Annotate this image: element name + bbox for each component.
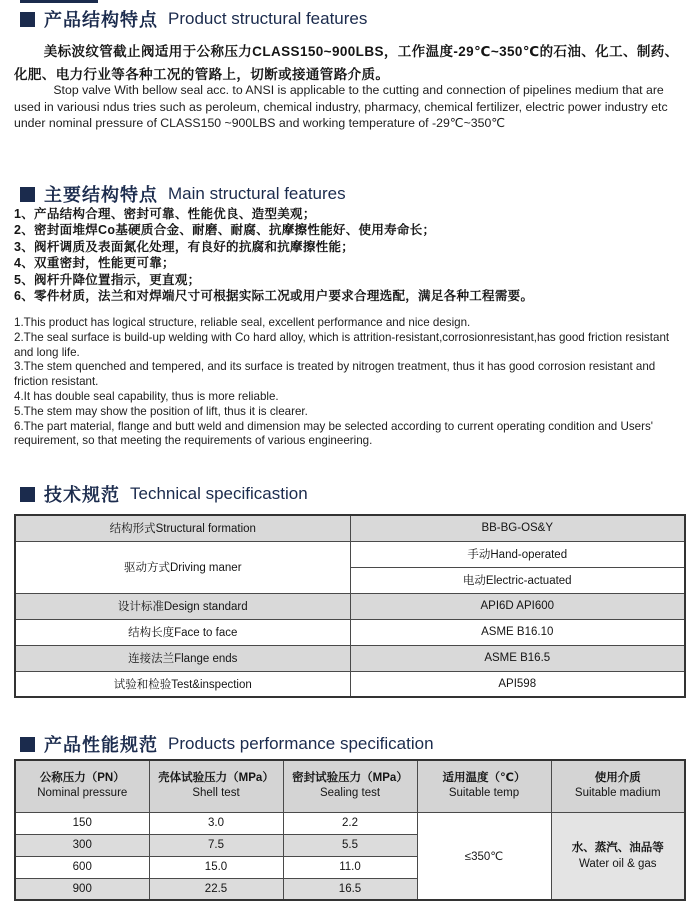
feature-item-cn: 4、双重密封，性能更可靠； bbox=[14, 256, 175, 271]
medium-cn: 水、蒸汽、油品等 bbox=[571, 841, 664, 854]
spec-value-cell: ASME B16.5 bbox=[350, 645, 685, 671]
column-header-en: Sealing test bbox=[319, 787, 381, 800]
section-title-cn: 产品性能规范 bbox=[44, 735, 158, 755]
spec-value-cell: 手动Hand-operated bbox=[350, 541, 685, 567]
shell-test-cell: 15.0 bbox=[149, 856, 283, 878]
main-features-list-en bbox=[14, 316, 690, 449]
feature-item-cn: 2、密封面堆焊Co基硬质合金、耐磨、耐腐、抗摩擦性能好、使用寿命长； bbox=[14, 223, 436, 238]
spec-label-cell: 设计标准Design standard bbox=[15, 593, 350, 619]
section-title-en: Technical specificastion bbox=[130, 484, 308, 503]
feature-item-en: 4.It has double seal capability, thus is more reliable. bbox=[14, 389, 279, 403]
section-square-icon bbox=[20, 187, 35, 202]
feature-item-en: 3.The stem quenched and tempered, and its surface is treated by nitrogen treatment, thus it has good corrosion resistant and friction resistant. bbox=[14, 360, 656, 389]
column-header-cn: 使用介质 bbox=[594, 772, 641, 785]
table-header-row bbox=[15, 760, 685, 812]
table-row bbox=[15, 541, 685, 567]
spec-value-cell: BB-BG-OS&Y bbox=[350, 515, 685, 541]
column-header-en: Suitable temp bbox=[448, 787, 520, 800]
suitable-temp-cell: ≤350℃ bbox=[417, 812, 551, 900]
section-heading-product-structural bbox=[20, 6, 367, 32]
table-row bbox=[15, 593, 685, 619]
section-heading-technical bbox=[20, 481, 308, 507]
table-row bbox=[15, 812, 685, 834]
spec-label-cell: 试验和检验Test&inspection bbox=[15, 671, 350, 697]
spec-label-cell: 结构形式Structural formation bbox=[15, 515, 350, 541]
spec-value-cell: API6D API600 bbox=[350, 593, 685, 619]
spec-value-cell: 电动Electric-actuated bbox=[350, 567, 685, 593]
section-title-cn: 产品结构特点 bbox=[44, 10, 158, 30]
sealing-test-cell: 5.5 bbox=[283, 834, 417, 856]
feature-item-cn: 5、阀杆升降位置指示，更直观； bbox=[14, 272, 201, 287]
table-row bbox=[15, 619, 685, 645]
medium-en: Water oil & gas bbox=[578, 857, 657, 870]
section-heading-performance bbox=[20, 731, 434, 757]
table-row bbox=[15, 515, 685, 541]
product-intro-paragraph-en: Stop valve With bellow seal acc. to ANSI is applicable to the cutting and connection of pipelines medium that are used in variousi ndus tries such as peroleum, chemical industry, pharmacy, chemical fertilizer, electric power industry etc under nominal pressure of CLASS150 ~900LBS and working temperature of -29℃~350℃ bbox=[14, 83, 668, 130]
feature-item-en: 2.The seal surface is build-up welding with Co hard alloy, which is attrition-resistant,corrosionresistant,has good friction resistant and long life. bbox=[14, 330, 670, 359]
section-title-cn: 技术规范 bbox=[44, 485, 120, 505]
table-row bbox=[15, 671, 685, 697]
performance-table bbox=[14, 759, 686, 901]
main-features-list-cn bbox=[14, 206, 686, 304]
spec-label-cell: 结构长度Face to face bbox=[15, 619, 350, 645]
feature-item-en: 1.This product has logical structure, reliable seal, excellent performance and nice design. bbox=[14, 316, 471, 329]
suitable-medium-cell bbox=[551, 812, 685, 900]
section-title-en: Main structural features bbox=[168, 184, 346, 203]
column-header-cn: 适用温度（℃） bbox=[442, 772, 526, 785]
section-square-icon bbox=[20, 487, 35, 502]
pressure-cell: 600 bbox=[15, 856, 149, 878]
column-header bbox=[551, 760, 685, 812]
column-header-cn: 密封试验压力（MPa） bbox=[292, 772, 408, 785]
column-header-en: Suitable madium bbox=[574, 787, 661, 800]
section-heading-main-structural bbox=[20, 181, 346, 207]
pressure-cell: 900 bbox=[15, 878, 149, 900]
table-row bbox=[15, 645, 685, 671]
feature-item-en: 5.The stem may show the position of lift, thus it is clearer. bbox=[14, 404, 308, 418]
column-header-cn: 壳体试验压力（MPa） bbox=[158, 772, 274, 785]
column-header bbox=[15, 760, 149, 812]
section-title-en: Products performance specification bbox=[168, 734, 434, 753]
section-square-icon bbox=[20, 737, 35, 752]
section-title-cn: 主要结构特点 bbox=[44, 185, 158, 205]
shell-test-cell: 3.0 bbox=[149, 812, 283, 834]
column-header-cn: 公称压力（PN） bbox=[39, 772, 125, 785]
column-header bbox=[417, 760, 551, 812]
cropped-header-artifact bbox=[20, 0, 98, 3]
section-square-icon bbox=[20, 12, 35, 27]
column-header bbox=[283, 760, 417, 812]
sealing-test-cell: 16.5 bbox=[283, 878, 417, 900]
feature-item-cn: 3、阀杆调质及表面氮化处理，有良好的抗腐和抗摩擦性能； bbox=[14, 239, 355, 254]
feature-item-en: 6.The part material, flange and butt weld and dimension may be selected according to current operating condition and Users' requirement, so that meeting the requirements of various engineering. bbox=[14, 419, 653, 448]
pressure-cell: 150 bbox=[15, 812, 149, 834]
spec-label-cell: 连接法兰Flange ends bbox=[15, 645, 350, 671]
spec-value-cell: ASME B16.10 bbox=[350, 619, 685, 645]
sealing-test-cell: 2.2 bbox=[283, 812, 417, 834]
column-header bbox=[149, 760, 283, 812]
feature-item-cn: 6、零件材质，法兰和对焊端尺寸可根据实际工况或用户要求合理选配，满足各种工程需要。 bbox=[14, 289, 534, 304]
column-header-en: Nominal pressure bbox=[37, 787, 128, 800]
product-intro-paragraph-cn: 美标波纹管截止阀适用于公称压力CLASS150~900LBS，工作温度-29℃~350℃的石油、化工、制药、化肥、电力行业等各种工况的管路上，切断或接通管路介质。 bbox=[14, 44, 679, 82]
spec-value-cell: API598 bbox=[350, 671, 685, 697]
section-title-en: Product structural features bbox=[168, 9, 368, 28]
technical-spec-table bbox=[14, 514, 686, 698]
shell-test-cell: 22.5 bbox=[149, 878, 283, 900]
spec-label-cell: 驱动方式Driving maner bbox=[15, 541, 350, 593]
feature-item-cn: 1、产品结构合理、密封可靠、性能优良、造型美观； bbox=[14, 207, 316, 221]
shell-test-cell: 7.5 bbox=[149, 834, 283, 856]
column-header-en: Shell test bbox=[192, 787, 240, 800]
pressure-cell: 300 bbox=[15, 834, 149, 856]
sealing-test-cell: 11.0 bbox=[283, 856, 417, 878]
